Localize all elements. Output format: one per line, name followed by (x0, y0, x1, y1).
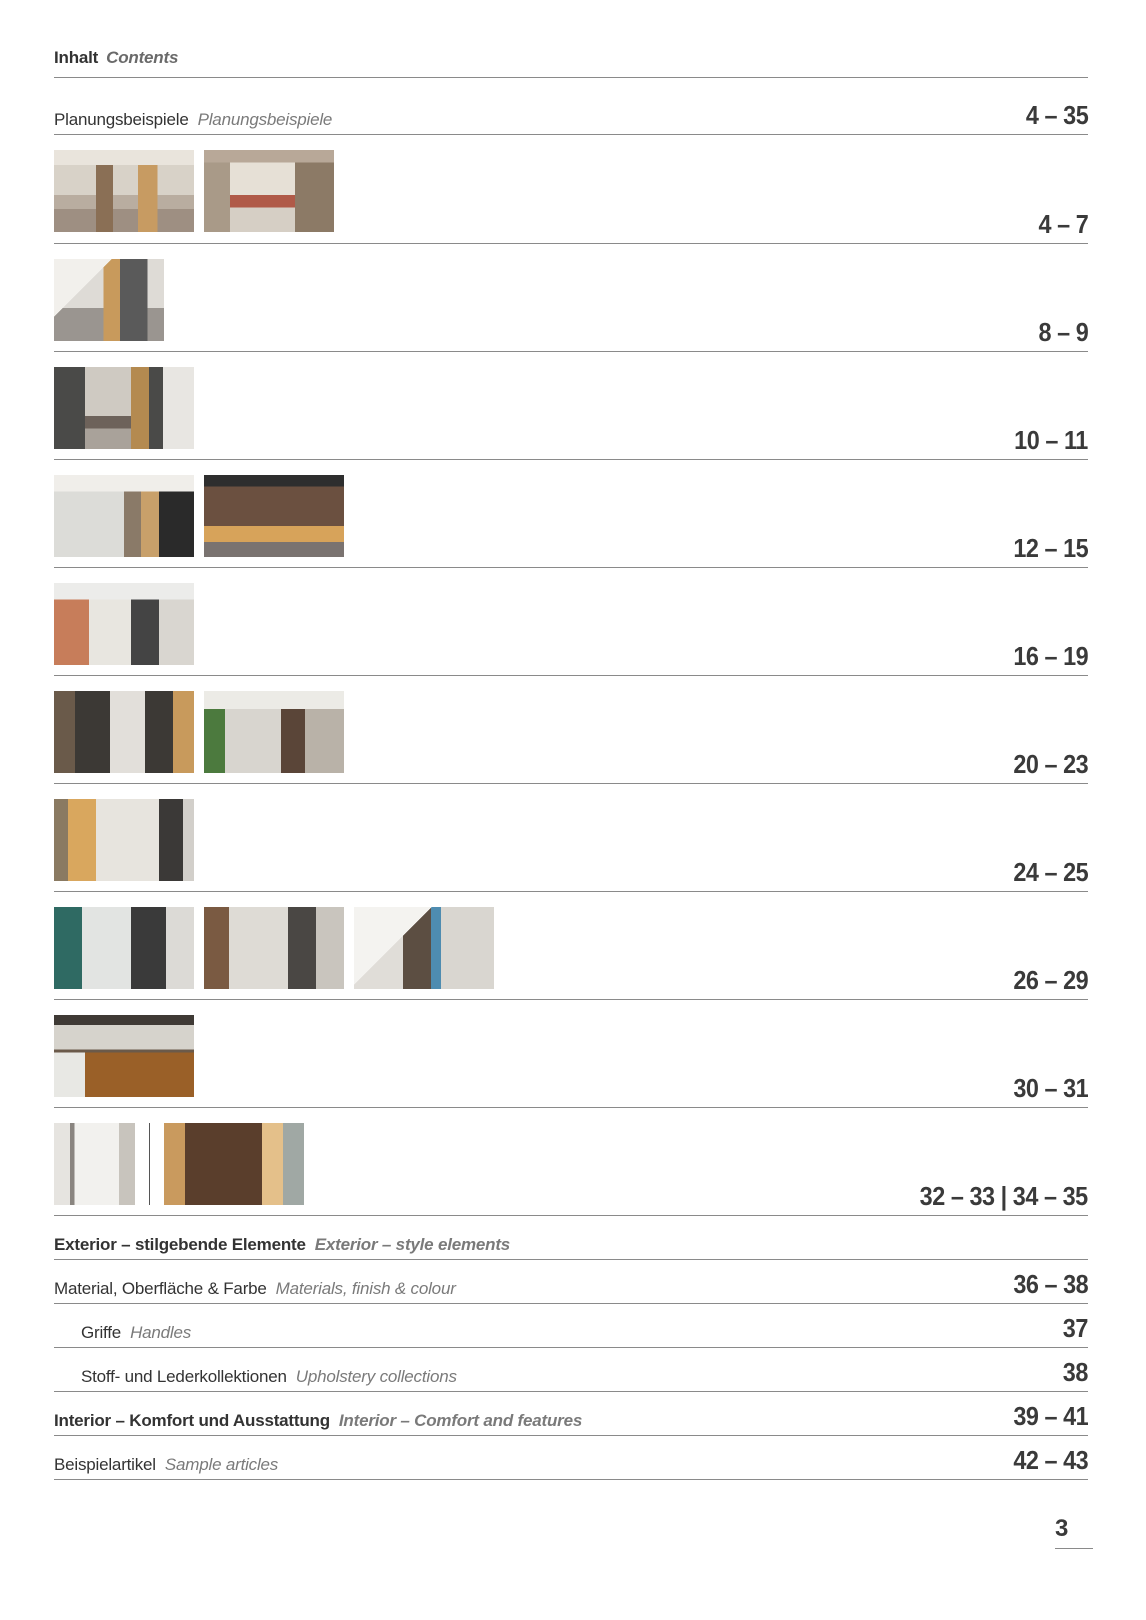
toc-thumb-row[interactable] (54, 999, 1088, 1108)
toc-thumb-row[interactable] (54, 891, 1088, 1000)
toc-entry-material[interactable] (54, 1259, 1088, 1304)
toc-thumb-row[interactable] (54, 351, 1088, 460)
toc-entry-upholstery[interactable] (54, 1347, 1088, 1392)
interior-thumbnail (54, 583, 194, 665)
interior-thumbnail (54, 691, 194, 773)
thumbnail-group (54, 691, 344, 773)
toc-entry-title-en: Upholstery collections (295, 1367, 457, 1386)
toc-entry-title-en: Materials, finish & colour (275, 1279, 456, 1298)
thumbnail-group (54, 799, 194, 881)
toc-entry-label (54, 1279, 456, 1299)
toc-row-pages: 10 – 11 (1014, 425, 1088, 455)
toc-thumb-row[interactable] (54, 459, 1088, 568)
toc-entry-pages: 38 (1062, 1357, 1088, 1387)
toc-entry-label (81, 1323, 191, 1343)
thumbnail-group (54, 150, 334, 232)
toc-entry-label (54, 110, 332, 130)
toc-row-pages: 20 – 23 (1013, 749, 1088, 779)
interior-thumbnail (54, 259, 164, 341)
toc-entry-title-de: Stoff- und Lederkollektionen (81, 1367, 287, 1386)
toc-entry-title-de: Beispielartikel (54, 1455, 156, 1474)
toc-thumb-row[interactable] (54, 243, 1088, 352)
toc-thumb-row[interactable] (54, 134, 1088, 244)
thumbnail-group (54, 1015, 194, 1097)
toc-entry-title-en: Sample articles (164, 1455, 279, 1474)
toc-entry-title-de: Griffe (81, 1323, 122, 1342)
interior-thumbnail (204, 907, 344, 989)
interior-thumbnail (204, 475, 344, 557)
interior-thumbnail (54, 475, 194, 557)
thumbnail-group (54, 583, 194, 665)
toc-thumb-row[interactable] (54, 567, 1088, 676)
toc-entry-pages: 42 – 43 (1013, 1445, 1088, 1475)
interior-thumbnail (354, 907, 494, 989)
toc-entry-pages: 4 – 35 (1025, 100, 1088, 130)
thumbnail-group (54, 259, 164, 341)
page-number: 3 (1055, 1515, 1093, 1549)
toc-entry-interior[interactable] (54, 1391, 1088, 1436)
toc-entry-title-de: Planungsbeispiele (54, 110, 189, 129)
interior-thumbnail (54, 799, 194, 881)
toc-entry-title-en: Exterior – style elements (314, 1235, 511, 1254)
toc-entry-pages: 36 – 38 (1013, 1269, 1088, 1299)
toc-entry-label (54, 1411, 582, 1431)
contents-header (54, 48, 1088, 78)
toc-entry-title-en: Planungsbeispiele (197, 110, 333, 129)
toc-row-pages: 8 – 9 (1038, 317, 1088, 347)
thumbnail-group (54, 907, 494, 989)
toc-entry-title-en: Handles (130, 1323, 192, 1342)
thumbnail-group (54, 1123, 304, 1205)
toc-entry-pages: 39 – 41 (1013, 1401, 1088, 1431)
toc-row-pages: 4 – 7 (1038, 209, 1088, 239)
interior-thumbnail (204, 150, 334, 232)
interior-thumbnail (164, 1123, 304, 1205)
toc-entry-handles[interactable] (54, 1303, 1088, 1348)
interior-thumbnail (54, 907, 194, 989)
toc-entry-title-de: Interior – Komfort und Ausstattung (54, 1411, 330, 1430)
toc-entry-title-de: Exterior – stilgebende Elemente (54, 1235, 306, 1254)
interior-thumbnail (54, 1015, 194, 1097)
interior-thumbnail (54, 1123, 135, 1205)
toc-entry-title-de: Material, Oberfläche & Farbe (54, 1279, 267, 1298)
toc-row-pages: 30 – 31 (1013, 1073, 1088, 1103)
toc-row-pages: 26 – 29 (1013, 965, 1088, 995)
toc-row-pages: 12 – 15 (1013, 533, 1088, 563)
toc-entry-planning[interactable] (54, 94, 1088, 135)
header-title-en: Contents (106, 48, 179, 67)
thumbnail-divider (149, 1123, 150, 1205)
toc-thumb-row[interactable] (54, 675, 1088, 784)
toc-thumb-row[interactable] (54, 1107, 1088, 1216)
toc-entry-pages: 37 (1062, 1313, 1088, 1343)
toc-entry-title-en: Interior – Comfort and features (338, 1411, 583, 1430)
header-title-de: Inhalt (54, 48, 99, 67)
thumbnail-group (54, 367, 194, 449)
interior-thumbnail (54, 150, 194, 232)
toc-thumb-row[interactable] (54, 783, 1088, 892)
toc-entry-sample-articles[interactable] (54, 1435, 1088, 1480)
toc-entry-label (54, 1455, 278, 1475)
interior-thumbnail (54, 367, 194, 449)
toc-row-pages: 32 – 33 | 34 – 35 (919, 1181, 1088, 1211)
toc-entry-label (81, 1367, 457, 1387)
toc-row-pages: 24 – 25 (1013, 857, 1088, 887)
thumbnail-group (54, 475, 344, 557)
contents-page (54, 0, 1088, 1620)
interior-thumbnail (204, 691, 344, 773)
toc-entry-exterior[interactable] (54, 1215, 1088, 1260)
toc-row-pages: 16 – 19 (1013, 641, 1088, 671)
toc-entry-label (54, 1235, 510, 1255)
